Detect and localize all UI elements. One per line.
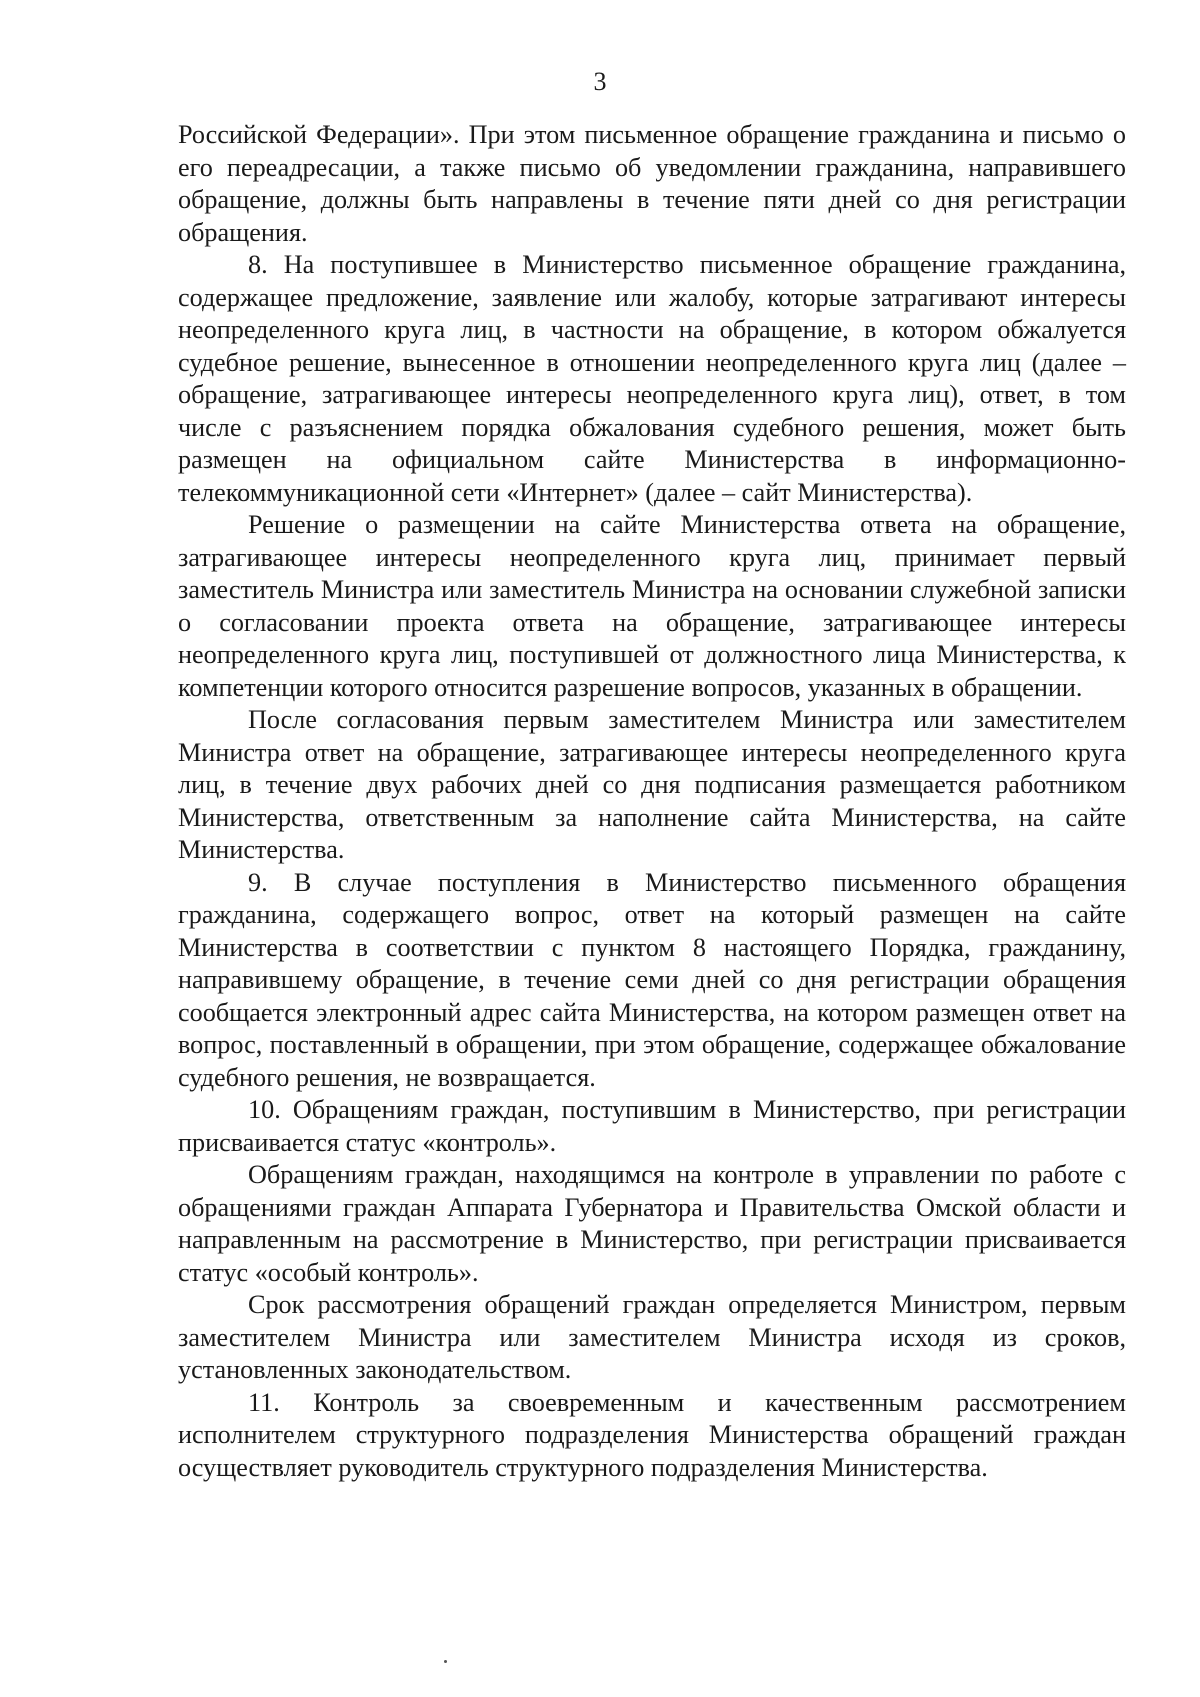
paragraph-special-control: Обращениям граждан, находящимся на контроле в управлении по работе с обращениями граждан Аппарата Губернатора и Правительства Омской области и направленным на рассмотрение в Министерство, при регистрации присваивается статус «особый контроль».: [178, 1160, 1126, 1287]
paragraph-item-11: 11. Контроль за своевременным и качественным рассмотрением исполнителем структурного подразделения Министерства обращений граждан осуществляет руководитель структурного подразделения Министерства.: [178, 1387, 1126, 1482]
document-body: [178, 119, 1126, 1484]
paragraph-publication-decision: Решение о размещении на сайте Министерства ответа на обращение, затрагивающее интересы неопределенного круга лиц, принимает первый заместитель Министра или заместитель Министра на основании служебной записки о согласовании проекта ответа на обращение, затрагивающее интересы неопределенного круга лиц, поступившей от должностного лица Министерства, к компетенции которого относится разрешение вопросов, указанных в обращении.: [178, 510, 1126, 702]
paragraph-continuation: Российской Федерации». При этом письменное обращение гражданина и письмо о его переадресации, а также письмо об уведомлении гражданина, направившего обращение, должны быть направлены в течение пяти дней со дня регистрации обращения.: [178, 120, 1126, 247]
paragraph-item-9: 9. В случае поступления в Министерство письменного обращения гражданина, содержащего вопрос, ответ на который размещен на сайте Министерства в соответствии с пунктом 8 настоящего Порядка, гражданину, направившему обращение, в течение семи дней со дня регистрации обращения сообщается электронный адрес сайта Министерства, на котором размещен ответ на вопрос, поставленный в обращении, при этом обращение, содержащее обжалование судебного решения, не возвращается.: [178, 867, 1126, 1092]
scan-speck: [444, 1660, 447, 1663]
paragraph-item-8: 8. На поступившее в Министерство письменное обращение гражданина, содержащее предложение, заявление или жалобу, которые затрагивают интересы неопределенного круга лиц, в частности на обращение, в котором обжалуется судебное решение, вынесенное в отношении неопределенного круга лиц (далее – обращение, затрагивающее интересы неопределенного круга лиц), ответ, в том числе с разъяснением порядка обжалования судебного решения, может быть размещен на официальном сайте Министерства в информационно-телекоммуникационной сети «Интернет» (далее – сайт Министерства).: [178, 250, 1126, 507]
paragraph-publication-procedure: После согласования первым заместителем Министра или заместителем Министра ответ на обращение, затрагивающее интересы неопределенного круга лиц, в течение двух рабочих дней со дня подписания размещается работником Министерства, ответственным за наполнение сайта Министерства, на сайте Министерства.: [178, 705, 1126, 864]
page-number: 3: [593, 67, 607, 96]
paragraph-item-10: 10. Обращениям граждан, поступившим в Министерство, при регистрации присваивается статус «контроль».: [178, 1095, 1126, 1157]
paragraph-review-term: Срок рассмотрения обращений граждан определяется Министром, первым заместителем Министра или заместителем Министра исходя из сроков, установленных законодательством.: [178, 1290, 1126, 1384]
